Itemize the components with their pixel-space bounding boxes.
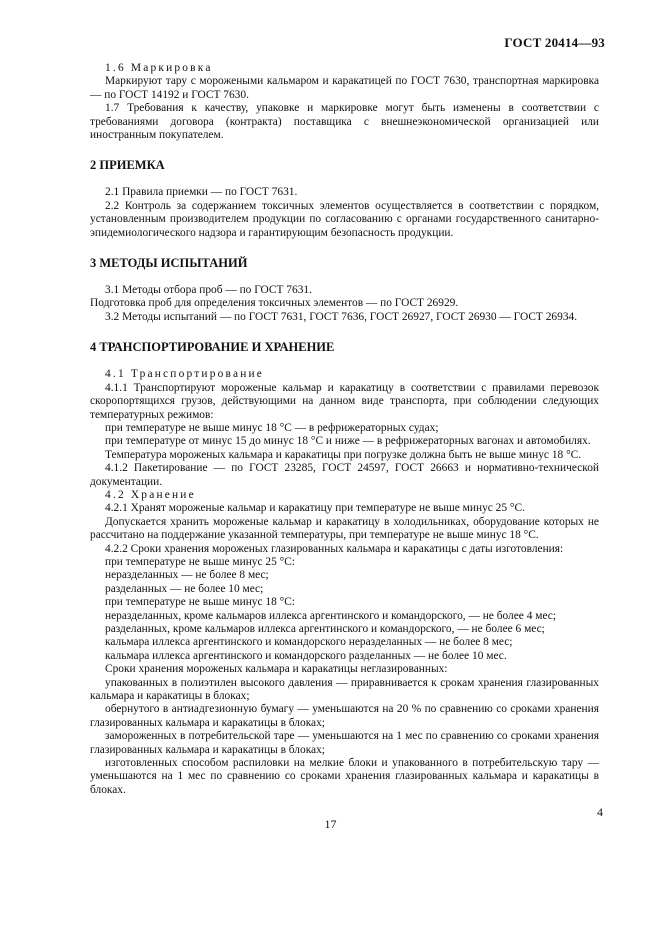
section-3-heading: 3 МЕТОДЫ ИСПЫТАНИЙ (90, 256, 248, 271)
section-4-1-title: 4.1 Транспортирование (105, 368, 265, 381)
storage-line-3: разделанных — не более 10 мес; (105, 582, 264, 595)
storage-line-8: кальмара иллекса аргентинского и командорского разделанных — не более 10 мес. (105, 649, 507, 662)
storage-line-11: обернутого в антиадгезионную бумагу — уменьшаются на 20 % по сравнению со сроками хранения глазированных кальмара и каракатицы в блоках; (90, 703, 599, 729)
section-4-1-1-a: при температуре не выше минус 18 °С — в рефрижераторных судах; (105, 421, 439, 434)
section-2-2: 2.2 Контроль за содержанием токсичных элементов осуществляется в соответствии с порядком, установленным производителем продукции по согласованию с органами государственного санитарно-эпидемиологического надзора и гарантирующим безопасность продукции. (90, 199, 599, 239)
section-4-2-1: 4.2.1 Хранят мороженые кальмар и каракатицу при температуре не выше минус 25 °С. (105, 502, 525, 515)
storage-line-1: при температуре не выше минус 25 °С: (105, 555, 295, 568)
storage-line-5: неразделанных, кроме кальмаров иллекса аргентинского и командорского, — не более 4 мес; (105, 609, 557, 622)
storage-line-4: при температуре не выше минус 18 °С: (105, 596, 295, 609)
document-body (90, 62, 599, 797)
section-2-heading: 2 ПРИЕМКА (90, 158, 165, 173)
page-number-bottom: 17 (324, 817, 337, 831)
section-4-1-1-b: при температуре от минус 15 до минус 18 °С и ниже — в рефрижераторных вагонах и автомобилях. (105, 435, 591, 448)
section-4-1-1: 4.1.1 Транспортируют мороженые кальмар и каракатицу в соответствии с правилами перевозок скоропортящихся грузов, действующими на данном виде транспорта, при соблюдении следующих температурных режимов: (90, 381, 599, 421)
storage-line-10: упакованных в полиэтилен высокого давления — приравнивается к срокам хранения глазированных кальмара и каракатицы в блоках; (90, 676, 599, 703)
section-4-2-1-b: Допускается хранить мороженые кальмар и каракатицу в холодильниках, оборудование которых не рассчитано на поддержание указанной температуры, при температуре не выше минус 18 °С. (90, 515, 599, 542)
storage-line-13: изготовленных способом распиловки на мелкие блоки и упакованного в потребительскую тару — уменьшаются на 1 мес по сравнению со сроками хранения глазированных кальмара и каракатицы в блоках. (90, 757, 599, 796)
page-header: ГОСТ 20414—93 (504, 35, 605, 50)
storage-line-7: кальмара иллекса аргентинского и командорского неразделанных — не более 8 мес; (105, 636, 513, 649)
section-2-1: 2.1 Правила приемки — по ГОСТ 7631. (105, 186, 298, 199)
storage-line-9: Сроки хранения мороженых кальмара и каракатицы неглазированных: (105, 663, 448, 676)
section-4-2-2: 4.2.2 Сроки хранения мороженых глазированных кальмара и каракатицы с даты изготовления: (105, 542, 564, 555)
section-1-6-text: Маркируют тару с морожеными кальмаром и каракатицей по ГОСТ 7630, транспортная маркировка — по ГОСТ 14192 и ГОСТ 7630. (90, 75, 599, 101)
section-1-6-title: 1.6 Маркировка (105, 62, 213, 74)
storage-line-12: замороженных в потребительской таре — уменьшаются на 1 мес по сравнению со сроками хранения глазированных кальмара и каракатицы в блоках; (90, 730, 599, 756)
section-4-1-1-c: Температура мороженых кальмара и каракатицы при погрузке должна быть не выше минус 18 °С. (105, 448, 582, 461)
section-3-1: 3.1 Методы отбора проб — по ГОСТ 7631. (105, 284, 312, 297)
storage-line-2: неразделанных — не более 8 мес; (105, 569, 269, 582)
storage-line-6: разделанных, кроме кальмаров иллекса аргентинского и командорского, — не более 6 мес; (105, 623, 545, 635)
section-4-heading: 4 ТРАНСПОРТИРОВАНИЕ И ХРАНЕНИЕ (90, 340, 335, 355)
section-1-7-text: 1.7 Требования к качеству, упаковке и маркировке могут быть изменены в соответствии с требованиями договора (контракта) поставщика с внешнеэкономической организацией или иностранным покупателем. (90, 102, 599, 142)
section-3-1-b: Подготовка проб для определения токсичных элементов — по ГОСТ 26929. (90, 297, 459, 310)
page-number-right: 4 (597, 805, 603, 819)
section-4-1-2: 4.1.2 Пакетирование — по ГОСТ 23285, ГОСТ 24597, ГОСТ 26663 и нормативно-технической документации. (90, 462, 599, 488)
section-4-2-title: 4.2 Хранение (105, 488, 196, 501)
section-3-2: 3.2 Методы испытаний — по ГОСТ 7631, ГОСТ 7636, ГОСТ 26927, ГОСТ 26930 — ГОСТ 26934. (105, 310, 578, 323)
